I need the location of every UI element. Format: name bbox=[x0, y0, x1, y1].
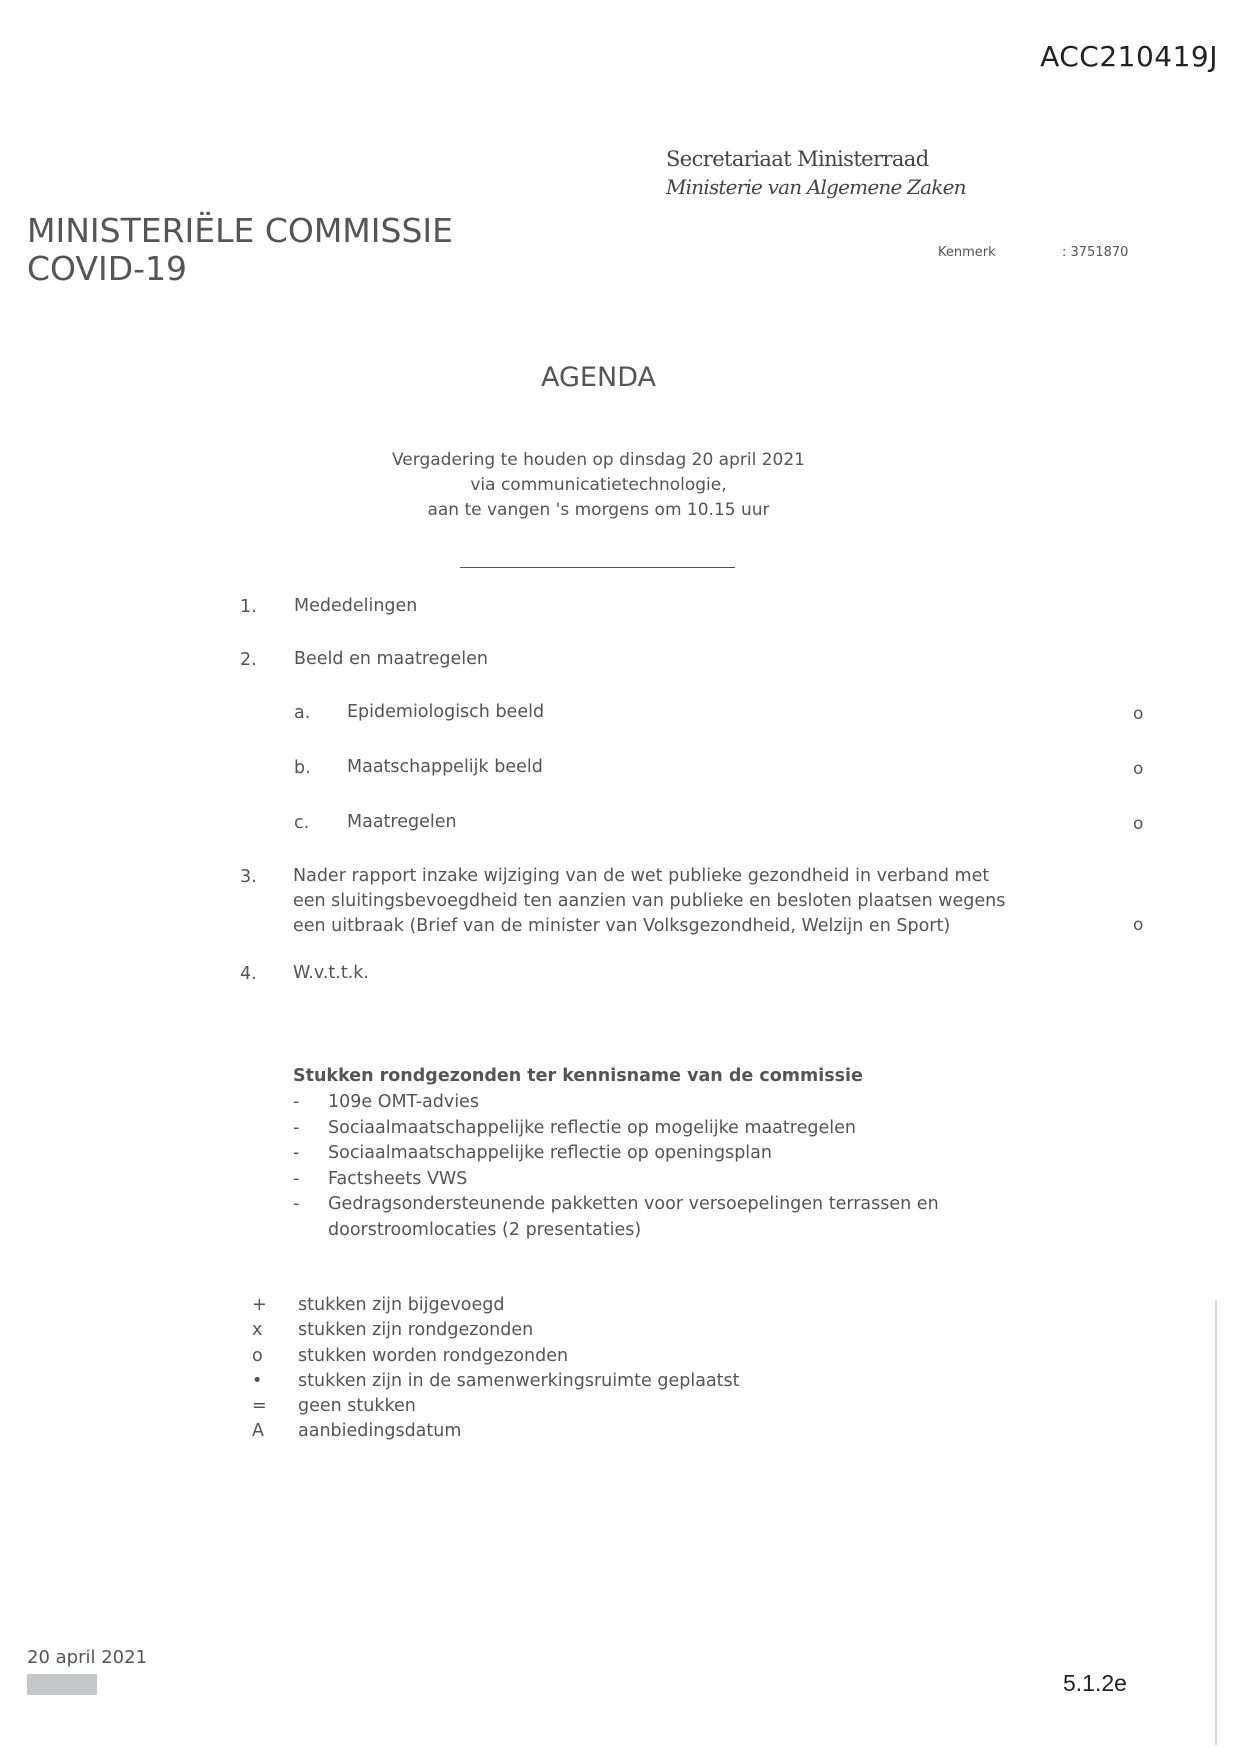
bullet-symbol: • bbox=[252, 1370, 263, 1391]
org-name: Secretariaat Ministerraad bbox=[666, 147, 929, 171]
a-symbol: A bbox=[252, 1421, 264, 1442]
documents-heading: Stukken rondgezonden ter kennisname van de commissie bbox=[293, 1066, 863, 1086]
list-item: - Factsheets VWS bbox=[293, 1167, 939, 1193]
plus-symbol: + bbox=[252, 1295, 267, 1315]
equals-symbol: = bbox=[252, 1396, 267, 1417]
legend-row: A aanbiedingsdatum bbox=[250, 1419, 740, 1444]
subitem-maatregelen: Maatregelen bbox=[347, 812, 457, 832]
subitem-letter: a. bbox=[294, 703, 311, 723]
redaction-box bbox=[27, 1674, 97, 1695]
subitem-letter: b. bbox=[294, 758, 311, 778]
agenda-item-number: 3. bbox=[240, 867, 257, 887]
list-item: - Gedragsondersteunende pakketten voor versoepelingen terrassen en bbox=[293, 1192, 939, 1218]
kenmerk-value: : 3751870 bbox=[1062, 245, 1129, 260]
dash-bullet: - bbox=[293, 1143, 300, 1163]
agenda-item-mededelingen: Mededelingen bbox=[294, 596, 418, 616]
organization-block bbox=[666, 145, 966, 201]
list-item: - Sociaalmaatschappelijke reflectie op mogelijke maatregelen bbox=[293, 1116, 939, 1142]
dash-bullet: - bbox=[293, 1168, 300, 1189]
agenda-item-wvttk: W.v.t.t.k. bbox=[293, 963, 369, 983]
divider bbox=[460, 567, 735, 568]
agenda-item-text-line: een sluitingsbevoegdheid ten aanzien van publieke en besloten plaatsen wegens bbox=[293, 891, 1006, 911]
meeting-time-line: aan te vangen 's morgens om 10.15 uur bbox=[427, 500, 770, 520]
page-title: AGENDA bbox=[541, 362, 656, 393]
document-id: ACC210419J bbox=[1040, 40, 1218, 73]
dash-bullet: - bbox=[293, 1117, 300, 1138]
o-symbol: o bbox=[252, 1345, 263, 1366]
dash-bullet: - bbox=[293, 1092, 300, 1112]
committee-title-line1: MINISTERIËLE COMMISSIE bbox=[27, 211, 453, 250]
subitem-epidemiologisch-beeld: Epidemiologisch beeld bbox=[347, 702, 545, 722]
ministry-name: Ministerie van Algemene Zaken bbox=[666, 175, 966, 199]
agenda-item-text-line: Nader rapport inzake wijziging van de wet publieke gezondheid in verband met bbox=[293, 866, 990, 886]
status-marker: o bbox=[1133, 915, 1144, 935]
meeting-date-line: Vergadering te houden op dinsdag 20 april 2021 bbox=[392, 450, 805, 470]
committee-title-line2: COVID-19 bbox=[27, 249, 188, 288]
legend-row: • stukken zijn in de samenwerkingsruimte geplaatst bbox=[250, 1369, 740, 1394]
scan-edge-line bbox=[1215, 1300, 1217, 1745]
agenda-item-number: 2. bbox=[240, 650, 257, 670]
legend bbox=[250, 1293, 740, 1445]
footer-date: 20 april 2021 bbox=[27, 1647, 148, 1668]
agenda-item-text-line: een uitbraak (Brief van de minister van Volksgezondheid, Welzijn en Sport) bbox=[293, 916, 951, 936]
dash-bullet: - bbox=[293, 1194, 300, 1214]
documents-list bbox=[293, 1090, 939, 1243]
legend-row: = geen stukken bbox=[250, 1394, 740, 1419]
x-symbol: x bbox=[252, 1320, 263, 1341]
status-marker: o bbox=[1133, 814, 1144, 834]
list-item: - Sociaalmaatschappelijke reflectie op openingsplan bbox=[293, 1141, 939, 1167]
redaction-ground-code: 5.1.2e bbox=[1063, 1670, 1127, 1696]
agenda-item-number: 4. bbox=[240, 964, 257, 984]
subitem-maatschappelijk-beeld: Maatschappelijk beeld bbox=[347, 757, 543, 777]
meeting-medium-line: via communicatietechnologie, bbox=[470, 475, 727, 495]
legend-row: x stukken zijn rondgezonden bbox=[250, 1318, 740, 1343]
agenda-item-nader-rapport bbox=[293, 864, 1005, 939]
agenda-item-number: 1. bbox=[240, 597, 257, 617]
list-item-continuation: doorstroomlocaties (2 presentaties) bbox=[328, 1219, 642, 1240]
status-marker: o bbox=[1133, 759, 1144, 779]
legend-row: + stukken zijn bijgevoegd bbox=[250, 1293, 740, 1318]
meeting-details bbox=[0, 448, 1197, 523]
status-marker: o bbox=[1133, 704, 1144, 724]
committee-title bbox=[27, 212, 453, 288]
agenda-item-beeld-en-maatregelen: Beeld en maatregelen bbox=[294, 649, 489, 669]
legend-row: o stukken worden rondgezonden bbox=[250, 1344, 740, 1369]
kenmerk-label: Kenmerk bbox=[938, 245, 996, 260]
subitem-letter: c. bbox=[294, 813, 310, 833]
list-item: - 109e OMT-advies bbox=[293, 1090, 939, 1116]
